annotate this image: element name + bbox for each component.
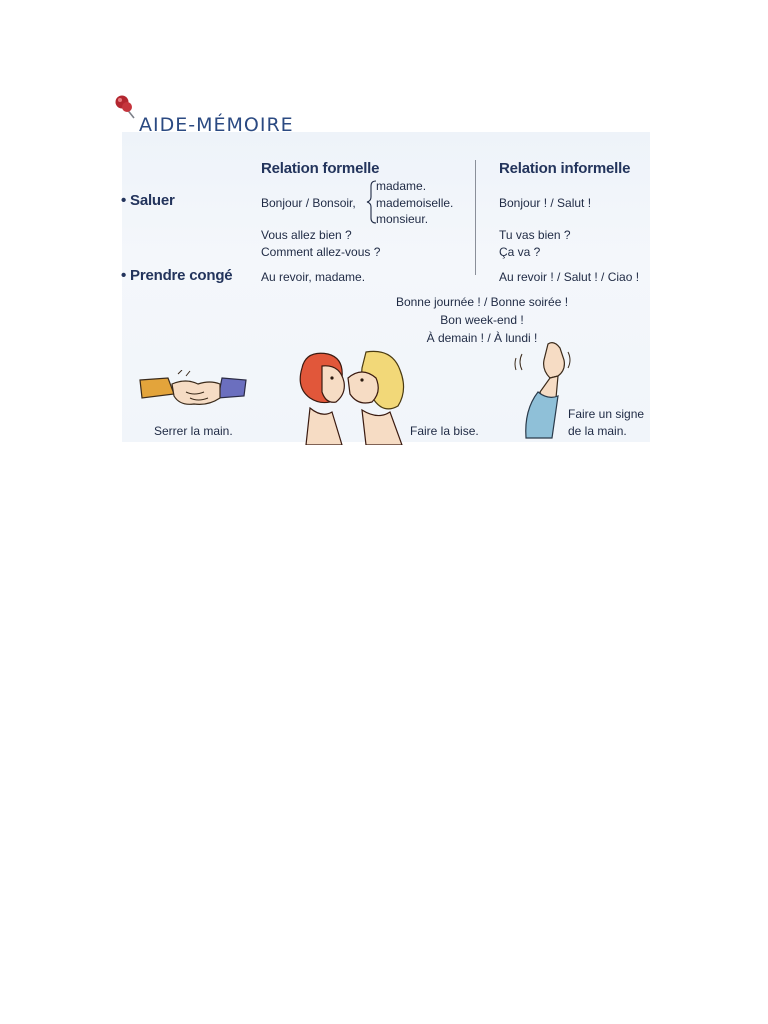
formal-title-mademoiselle: mademoiselle. — [376, 196, 454, 210]
formal-title-monsieur: monsieur. — [376, 212, 429, 226]
handshake-illustration — [138, 370, 248, 420]
shared-farewell-1: Bonne journée ! / Bonne soirée ! — [395, 295, 569, 309]
caption-wave-line-1: Faire un signe — [568, 407, 645, 421]
card-title: AIDE-MÉMOIRE — [139, 114, 294, 136]
shared-farewell-3: À demain ! / À lundi ! — [426, 331, 538, 345]
formal-question-2: Comment allez-vous ? — [261, 245, 381, 259]
caption-kiss: Faire la bise. — [410, 424, 479, 438]
caption-wave-line-2: de la main. — [568, 424, 627, 438]
aide-memoire-card — [112, 90, 660, 445]
row-label-saluer: • Saluer — [121, 192, 175, 209]
column-divider — [475, 160, 476, 275]
wave-illustration — [512, 340, 572, 440]
pushpin-icon — [112, 92, 142, 122]
row-label-prendre-conge: • Prendre congé — [121, 267, 233, 284]
header-informal: Relation informelle — [499, 160, 631, 177]
formal-question-1: Vous allez bien ? — [261, 228, 352, 242]
formal-greeting: Bonjour / Bonsoir, — [261, 196, 356, 210]
formal-title-madame: madame. — [376, 179, 427, 193]
formal-farewell: Au revoir, madame. — [261, 270, 366, 284]
caption-handshake: Serrer la main. — [154, 424, 233, 438]
header-formal: Relation formelle — [261, 160, 380, 177]
informal-question-2: Ça va ? — [499, 245, 541, 259]
informal-farewell: Au revoir ! / Salut ! / Ciao ! — [499, 270, 640, 284]
shared-farewells — [362, 293, 602, 347]
shared-farewell-2: Bon week-end ! — [440, 313, 524, 327]
informal-question-1: Tu vas bien ? — [499, 228, 571, 242]
informal-greeting: Bonjour ! / Salut ! — [499, 196, 592, 210]
kiss-illustration — [292, 348, 410, 445]
